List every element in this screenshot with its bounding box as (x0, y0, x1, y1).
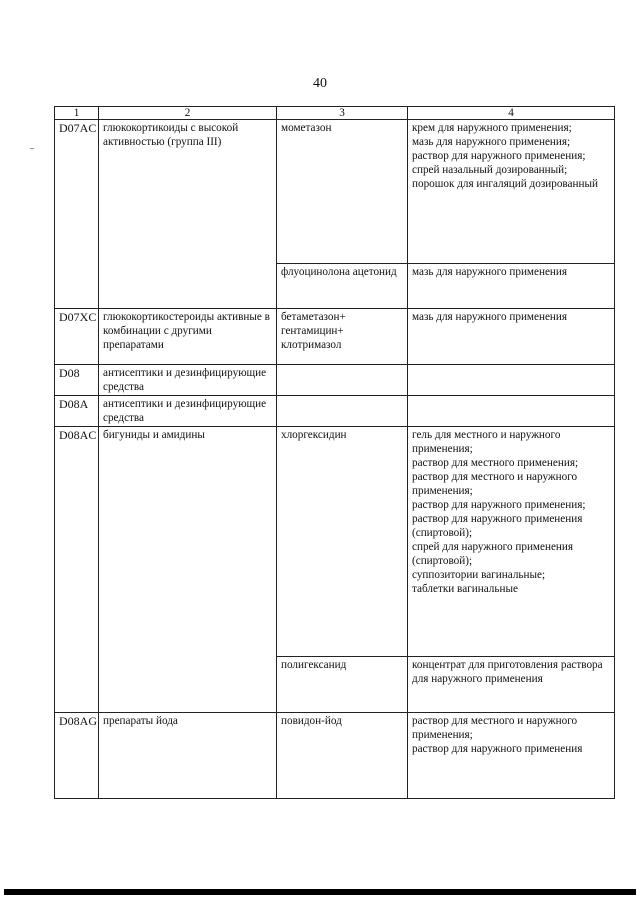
table-row (55, 713, 615, 799)
table-row (55, 309, 615, 365)
group-name: антисептики и дезинфицирующие средства (99, 365, 277, 396)
dosage-forms: мазь для наружного применения (408, 309, 615, 365)
table-header-row (55, 107, 615, 120)
column-header-2: 2 (99, 107, 277, 120)
table-row (55, 396, 615, 427)
group-name: антисептики и дезинфицирующие средства (99, 396, 277, 427)
group-name: бигуниды и амидины (99, 427, 277, 713)
group-name: препараты йода (99, 713, 277, 799)
column-header-3: 3 (277, 107, 408, 120)
atc-code: D08AC (55, 427, 99, 713)
substance-name: полигексанид (277, 657, 408, 713)
substance-name: бетаметазон+ гентамицин+ клотримазол (277, 309, 408, 365)
page-number: 40 (313, 76, 327, 91)
column-header-1: 1 (55, 107, 99, 120)
bottom-border-bar (4, 889, 636, 895)
group-name: глюкокортикоиды с высокой активностью (группа III) (99, 120, 277, 309)
dosage-forms (408, 396, 615, 427)
atc-code: D08A (55, 396, 99, 427)
table-row (55, 365, 615, 396)
table-row (55, 427, 615, 657)
group-name: глюкокортикостероиды активные в комбинации с другими препаратами (99, 309, 277, 365)
substance-name: мометазон (277, 120, 408, 264)
substance-name: хлоргексидин (277, 427, 408, 657)
scan-mark (30, 148, 34, 149)
substance-name (277, 365, 408, 396)
medicines-table (54, 106, 615, 799)
atc-code: D08 (55, 365, 99, 396)
dosage-forms: мазь для наружного применения (408, 264, 615, 309)
atc-code: D07AC (55, 120, 99, 309)
substance-name: повидон-йод (277, 713, 408, 799)
dosage-forms: гель для местного и наружного применения; раствор для местного применения; раствор для местного и наружного применения; раствор для наружного применения; раствор для наружного применения (спиртовой); спрей для наружного применения (спиртовой); суппозитории вагинальные; таблетки вагинальные (408, 427, 615, 657)
table-row (55, 120, 615, 264)
column-header-4: 4 (408, 107, 615, 120)
atc-code: D08AG (55, 713, 99, 799)
dosage-forms (408, 365, 615, 396)
substance-name (277, 396, 408, 427)
substance-name: флуоцинолона ацетонид (277, 264, 408, 309)
dosage-forms: раствор для местного и наружного применения; раствор для наружного применения (408, 713, 615, 799)
dosage-forms: крем для наружного применения; мазь для наружного применения; раствор для наружного применения; спрей назальный дозированный; порошок для ингаляций дозированный (408, 120, 615, 264)
dosage-forms: концентрат для приготовления раствора для наружного применения (408, 657, 615, 713)
atc-code: D07XC (55, 309, 99, 365)
